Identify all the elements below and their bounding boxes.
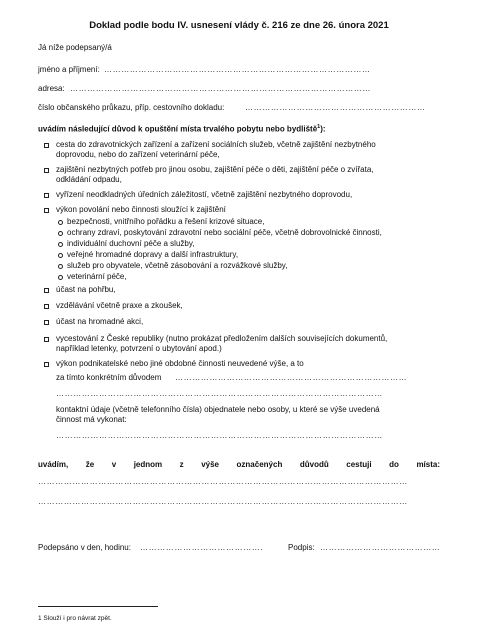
footnote-ref: 1 xyxy=(317,124,321,130)
travel-statement: uvádím, že v jednom z výše označených důvodů cestuji do místa: xyxy=(38,460,440,469)
item-healthcare-line1: cesta do zdravotnických zařízení a zařízení sociálních služeb, včetně zajištění nezbytného xyxy=(56,140,376,149)
item-official: vyřízení neodkladných úředních záležitostí, včetně zajištění nezbytného doprovodu, xyxy=(56,190,353,199)
footnote-divider xyxy=(38,606,158,607)
contact-text-line1: kontaktní údaje (včetně telefonního čísla) objednatele nebo osoby, u které se výše uvedená xyxy=(56,405,380,414)
bullet-circle xyxy=(58,242,63,247)
checkbox-official[interactable] xyxy=(44,193,49,198)
item-departure-line1: vycestování z České republiky (nutno prokázat předložením dalších souvisejících dokumentů, xyxy=(56,334,388,343)
item-departure-line2: například letenky, potvrzení o ubytování apod.) xyxy=(56,344,222,353)
sub-item-health: ochrany zdraví, poskytování zdravotní nebo sociální péče, včetně dobrovolnické činnosti, xyxy=(67,228,382,237)
contact-field[interactable]: …………………………………………………………………………………………………… xyxy=(56,431,383,440)
bullet-circle xyxy=(58,275,63,280)
address-field[interactable]: …………………………………………………………………………………………… xyxy=(70,84,371,93)
contact-text-line2: činnost má vykonat: xyxy=(56,415,127,424)
signed-label: Podepsáno v den, hodinu: xyxy=(38,543,131,552)
bullet-circle xyxy=(58,253,63,258)
checkbox-care[interactable] xyxy=(44,168,49,173)
checkbox-profession[interactable] xyxy=(44,208,49,213)
travel-line-2[interactable]: ………………………………………………………………………………………………………………… xyxy=(38,497,408,506)
item-mass-event: účast na hromadné akci, xyxy=(56,317,144,326)
footnote-text: 1 Slouží i pro návrat zpět. xyxy=(38,615,112,622)
bullet-circle xyxy=(58,231,63,236)
signature-field[interactable]: …………………………………… xyxy=(320,543,441,552)
travel-line-1[interactable]: ………………………………………………………………………………………………………………… xyxy=(38,477,408,486)
sub-item-services: služeb pro obyvatele, včetně zásobování a rozvážkové služby, xyxy=(67,261,288,270)
checkbox-healthcare[interactable] xyxy=(44,143,49,148)
reason-heading: uvádím následující důvod k opuštění místa trvalého pobytu nebo bydliště$^1$): xyxy=(38,124,326,134)
name-label: jméno a příjmení: xyxy=(38,65,100,74)
checkbox-funeral[interactable] xyxy=(44,288,49,293)
bullet-circle xyxy=(58,264,63,269)
id-field[interactable]: ……………………………………………………… xyxy=(245,103,426,112)
item-care-line2: odkládání odpadu, xyxy=(56,175,122,184)
item-education: vzdělávání včetně praxe a zkoušek, xyxy=(56,301,183,310)
concrete-reason-field[interactable]: ……………………………………………………………………… xyxy=(175,373,408,382)
sub-item-security: bezpečnosti, vnitřního pořádku a řešení krizové situace, xyxy=(67,217,265,226)
item-profession: výkon povolání nebo činnosti sloužící k zajištění xyxy=(56,205,226,214)
sub-item-transport: veřejné hromadné dopravy a další infrastruktury, xyxy=(67,250,239,259)
signature-label: Podpis: xyxy=(288,543,315,552)
name-field[interactable]: ………………………………………………………………………………… xyxy=(104,65,371,74)
item-funeral: účast na pohřbu, xyxy=(56,285,116,294)
signed-date-field[interactable]: ……………………………………. xyxy=(140,543,264,552)
checkbox-mass-event[interactable] xyxy=(44,320,49,325)
intro-text: Já níže podepsaný/á xyxy=(38,43,112,52)
checkbox-departure[interactable] xyxy=(44,337,49,342)
address-label: adresa: xyxy=(38,84,65,93)
checkbox-education[interactable] xyxy=(44,304,49,309)
id-label: číslo občanského průkazu, příp. cestovního dokladu: xyxy=(38,103,225,112)
bullet-circle xyxy=(58,220,63,225)
item-care-line1: zajištění nezbytných potřeb pro jinou osobu, zajištění péče o děti, zajištění péče o zvířata, xyxy=(56,165,374,174)
sub-item-spiritual: individuální duchovní péče a služby, xyxy=(67,239,195,248)
sub-item-veterinary: veterinární péče, xyxy=(67,272,127,281)
concrete-reason-label: za tímto konkrétním důvodem xyxy=(56,373,162,382)
item-healthcare-line2: doprovodu, nebo do zařízení veterinární péče, xyxy=(56,150,220,159)
checkbox-business[interactable] xyxy=(44,362,49,367)
item-business: výkon podnikatelské nebo jiné obdobné činnosti neuvedené výše, a to xyxy=(56,359,304,368)
form-title: Doklad podle bodu IV. usnesení vlády č. 216 ze dne 26. února 2021 xyxy=(89,20,389,31)
reason-extra-line[interactable]: …………………………………………………………………………………………………… xyxy=(56,389,383,398)
